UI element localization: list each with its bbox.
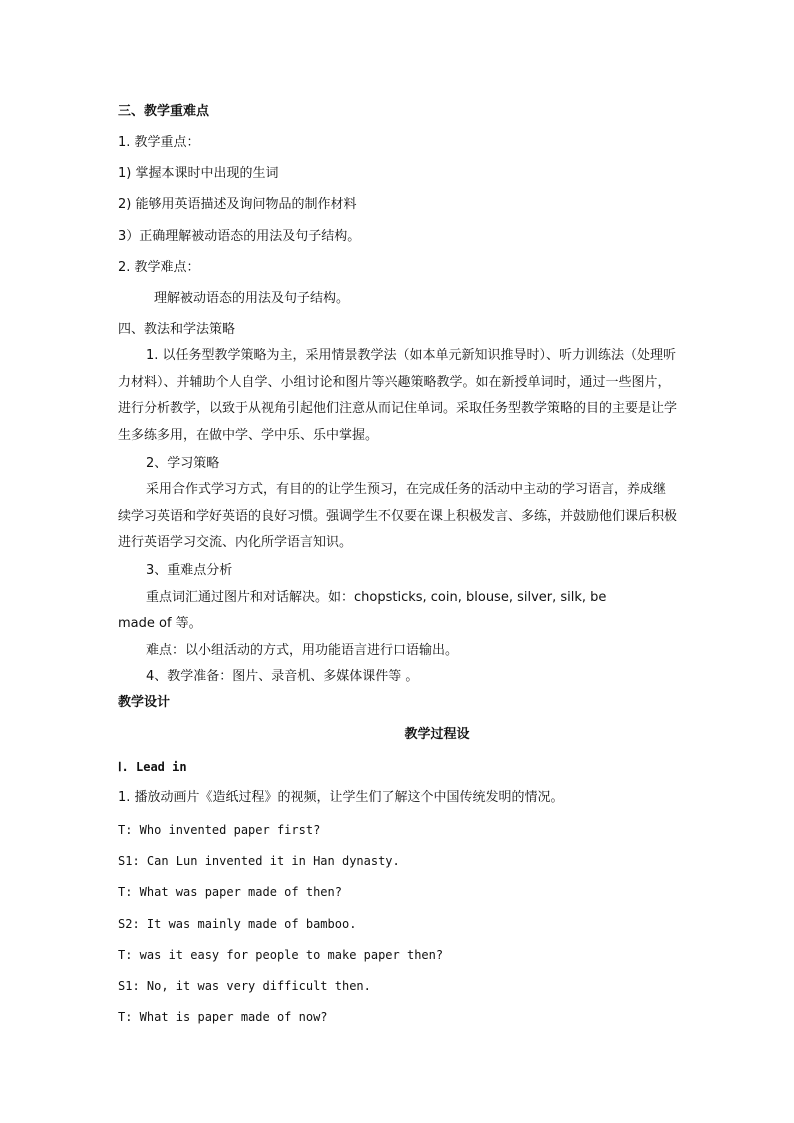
lead-in-step: 1. 播放动画片《造纸过程》的视频，让学生们了解这个中国传统发明的情况。	[118, 790, 564, 805]
key-point-1: 1) 掌握本课时中出现的生词	[118, 166, 279, 181]
analysis-line-2: made of 等。	[118, 616, 202, 631]
lead-in-title: Ⅰ. Lead in	[118, 760, 187, 774]
design-title: 教学设计	[118, 695, 171, 710]
difficult-text: 理解被动语态的用法及句子结构。	[154, 291, 350, 306]
key-point-3: 3）正确理解被动语态的用法及句子结构。	[118, 229, 361, 244]
strategy-paragraph	[118, 343, 678, 449]
learning-paragraph	[118, 477, 678, 557]
analysis-line-3: 难点：以小组活动的方式，用功能语言进行口语输出。	[146, 643, 459, 658]
dialogue-line: T: What was paper made of then?	[118, 885, 342, 899]
dialogue-line: S2: It was mainly made of bamboo.	[118, 917, 357, 931]
key-points-label: 1. 教学重点：	[118, 135, 200, 150]
dialogue-line: S1: No, it was very difficult then.	[118, 979, 371, 993]
teaching-prep: 4、教学准备：图片、录音机、多媒体课件等 。	[146, 669, 419, 684]
analysis-line-1: 重点词汇通过图片和对话解决。如：chopsticks, coin, blouse, silver, silk, be	[146, 590, 607, 605]
analysis-title: 3、重难点分析	[146, 563, 233, 578]
dialogue-line: S1: Can Lun invented it in Han dynasty.	[118, 854, 400, 868]
section-3-title: 三、教学重难点	[118, 104, 210, 119]
process-title: 教学过程设	[404, 727, 470, 742]
section-4-title: 四、教法和学法策略	[118, 322, 236, 337]
dialogue-line: T: was it easy for people to make paper then?	[118, 948, 444, 962]
dialogue-line: T: What is paper made of now?	[118, 1010, 328, 1024]
learning-strategy-title: 2、学习策略	[146, 456, 220, 471]
learning-text: 采用合作式学习方式，有目的的让学生预习，在完成任务的活动中主动的学习语言，养成继续学习英语和学好英语的良好习惯。强调学生不仅要在课上积极发言、多练，并鼓励他们课后积极进行英语学习交流、内化所学语言知识。	[118, 482, 678, 551]
dialogue-line: T: Who invented paper first?	[118, 823, 321, 837]
strategy-text: 1. 以任务型教学策略为主，采用情景教学法（如本单元新知识推导时）、听力训练法（处理听力材料）、并辅助个人自学、小组讨论和图片等兴趣策略教学。如在新授单词时，通过一些图片，进行分析教学，以致于从视角引起他们注意从而记住单词。采取任务型教学策略的目的主要是让学生多练多用，在做中学、学中乐、乐中掌握。	[118, 348, 678, 443]
key-point-2: 2) 能够用英语描述及询问物品的制作材料	[118, 197, 357, 212]
difficult-label: 2. 教学难点：	[118, 260, 200, 275]
